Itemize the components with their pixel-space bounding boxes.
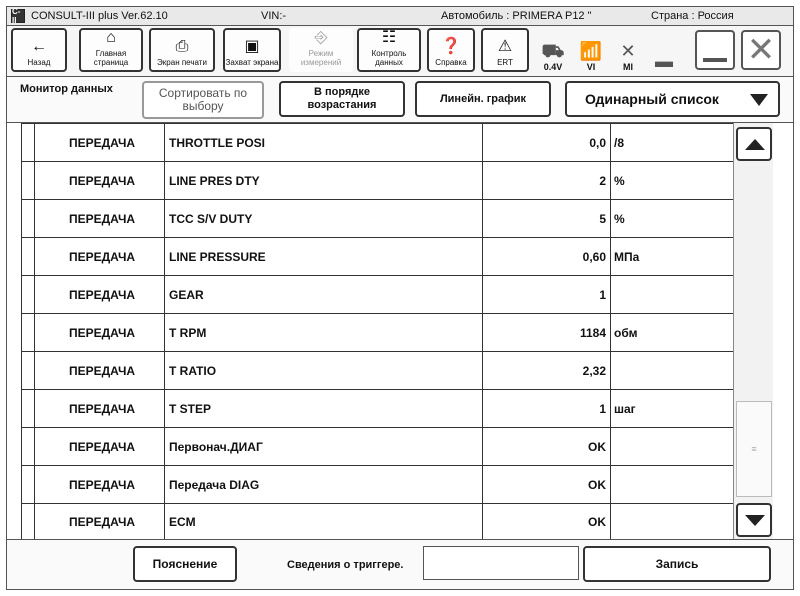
print-screen-label: Экран печати [157,58,207,67]
row-parameter-name: THROTTLE POSI [165,124,483,161]
table-row[interactable] [21,465,733,503]
row-unit: % [614,211,625,226]
table-row[interactable] [21,313,733,351]
scroll-up-button[interactable] [736,127,772,161]
row-selector [21,352,35,389]
sort-by-selection-button[interactable]: Сортировать по выбору [142,81,264,119]
minimize-icon [703,58,727,62]
row-system: ПЕРЕДАЧА [35,390,165,427]
minimize-button[interactable] [695,30,735,70]
row-unit [611,504,733,540]
row-value: 5 [483,200,611,237]
row-system: ПЕРЕДАЧА [35,124,165,161]
home-button[interactable] [79,28,143,72]
row-system: ПЕРЕДАЧА [35,276,165,313]
data-control-label: Контроль данных [371,49,407,67]
row-value: 0,60 [483,238,611,275]
app-title: CONSULT-III plus Ver.62.10 [31,10,168,22]
plug-status [649,30,679,72]
antenna-icon: 📶 [579,41,603,61]
row-selector [21,390,35,427]
row-unit [611,352,733,389]
help-icon: ❓ [441,38,461,55]
row-parameter-name: Первонач.ДИАГ [165,428,483,465]
close-button[interactable] [741,30,781,70]
row-selector [21,162,35,199]
arrow-down-icon [745,515,765,526]
monitor-controls [6,76,794,122]
row-value: 1 [483,390,611,427]
voltage-value: 0.4V [543,62,563,72]
row-selector [21,428,35,465]
row-value: 2,32 [483,352,611,389]
row-value: 2 [483,162,611,199]
record-button[interactable]: Запись [583,546,771,582]
table-scrollbar[interactable] [733,123,773,540]
row-system: ПЕРЕДАЧА [35,162,165,199]
trigger-info-field[interactable] [423,546,579,580]
title-bar [6,6,794,26]
row-unit: обм [614,325,638,340]
data-monitor-table [6,122,794,540]
line-graph-button[interactable]: Линейн. график [415,81,551,117]
data-monitor-title: Монитор данных [20,83,113,95]
row-system: ПЕРЕДАЧА [35,428,165,465]
list-mode-dropdown[interactable] [565,81,780,117]
printer-icon: ⎙ [175,38,189,55]
chevron-down-icon [750,94,768,106]
row-parameter-name: T RPM [165,314,483,351]
row-system: ПЕРЕДАЧА [35,504,165,540]
close-icon: ✕ [746,31,776,69]
list-mode-value: Одинарный список [585,91,719,107]
connector-icon: ▬ [655,51,673,71]
row-system: ПЕРЕДАЧА [35,314,165,351]
row-system: ПЕРЕДАЧА [35,238,165,275]
row-system: ПЕРЕДАЧА [35,352,165,389]
mi-label: MI [623,62,633,72]
home-icon: ⌂ [106,29,116,46]
disconnected-icon: ✕ [620,41,636,61]
help-button[interactable] [427,28,475,72]
table-row[interactable] [21,389,733,427]
row-unit [611,276,733,313]
measurement-mode-label: Режим измерений [300,49,342,67]
row-value: 0,0 [483,124,611,161]
screen-capture-button[interactable] [223,28,281,72]
trigger-info-label: Сведения о триггере. [287,559,404,571]
back-button[interactable] [11,28,67,72]
row-unit: /8 [614,135,625,150]
row-unit: % [614,173,625,188]
row-parameter-name: T RATIO [165,352,483,389]
ert-button[interactable] [481,28,529,72]
row-unit: шаг [614,401,636,416]
row-system: ПЕРЕДАЧА [35,200,165,237]
row-value: OK [483,504,611,540]
country-label: Страна : Россия [651,10,734,22]
mi-status [613,30,643,72]
row-system: ПЕРЕДАЧА [35,466,165,503]
warning-icon: ⚠ [497,38,513,55]
table-row[interactable] [21,237,733,275]
row-unit [611,428,733,465]
app-logo-icon: C-II [11,9,25,23]
explanation-button[interactable]: Пояснение [133,546,237,582]
vi-status [577,30,605,72]
battery-voltage-status [533,30,573,72]
measurement-mode-button[interactable] [289,28,353,72]
table-row[interactable] [21,427,733,465]
scroll-down-button[interactable] [736,503,772,537]
table-row[interactable] [21,275,733,313]
help-label: Справка [435,58,467,67]
back-button-label: Назад [27,58,51,67]
row-unit: МПа [614,249,640,264]
data-control-button[interactable] [357,28,421,72]
row-selector [21,314,35,351]
ert-label: ERT [497,58,513,67]
row-value: OK [483,428,611,465]
table-row[interactable] [21,503,733,540]
row-selector [21,504,35,540]
row-parameter-name: LINE PRES DTY [165,162,483,199]
row-parameter-name: TCC S/V DUTY [165,200,483,237]
row-value: 1 [483,276,611,313]
table-row[interactable] [21,351,733,389]
row-selector [21,238,35,275]
home-button-label: Главная страница [93,49,129,67]
table-row[interactable] [21,161,733,199]
row-value: OK [483,466,611,503]
ascending-order-button[interactable]: В порядке возрастания [279,81,405,117]
vehicle-label: Автомобиль : PRIMERA P12 " [441,10,592,22]
scroll-thumb[interactable]: ≡ [736,401,772,497]
bottom-bar [6,540,794,590]
vin-label: VIN:- [261,10,287,22]
screen-capture-label: Захват экрана [225,58,279,67]
row-parameter-name: T STEP [165,390,483,427]
data-control-icon: ☷ [381,29,397,46]
row-parameter-name: LINE PRESSURE [165,238,483,275]
row-parameter-name: Передача DIAG [165,466,483,503]
table-row[interactable] [21,199,733,237]
row-value: 1184 [483,314,611,351]
row-selector [21,124,35,161]
arrow-up-icon [745,139,765,150]
plug-icon: ⎆ [314,29,328,46]
row-unit [611,466,733,503]
row-selector [21,276,35,313]
row-selector [21,200,35,237]
print-screen-button[interactable] [149,28,215,72]
vi-label: VI [586,62,596,72]
car-icon: ⛟ [541,41,565,61]
row-parameter-name: GEAR [165,276,483,313]
toolbar [6,26,794,76]
table-row[interactable] [21,123,733,161]
row-selector [21,466,35,503]
row-parameter-name: ECM [165,504,483,540]
camera-icon: ▣ [244,38,260,55]
back-arrow-icon: ← [31,38,47,55]
